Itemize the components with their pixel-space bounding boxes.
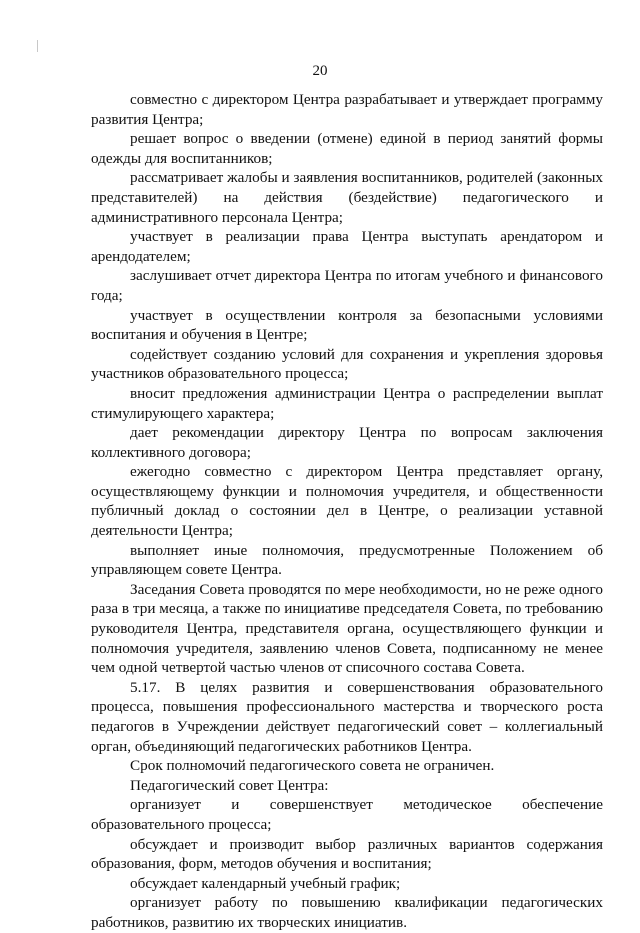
paragraph: Педагогический совет Центра: <box>130 776 329 794</box>
paragraph: организует работу по повышению квалификации педагогических работников, развитию их творческих инициатив. <box>91 894 603 931</box>
paragraph: Заседания Совета проводятся по мере необходимости, но не реже одного раза в три месяца, а также по инициативе председателя Совета, по требованию руководителя Центра, представителя органа, осуществляющего функции и полномочия учредителя, заявлению членов Совета, подписанному не менее чем одной четвертой частью членов от списочного состава Совета. <box>91 580 603 677</box>
paragraph: совместно с директором Центра разрабатывает и утверждает программу развития Центра; <box>91 91 603 128</box>
paragraph: ежегодно совместно с директором Центра представляет органу, осуществляющему функции и полномочия учредителя, и общественности публичный доклад о состоянии дел в Центре, о реализации уставной деятельности Центра; <box>91 463 603 540</box>
paragraph: дает рекомендации директору Центра по вопросам заключения коллективного договора; <box>91 424 603 461</box>
document-body <box>91 90 603 933</box>
paragraph: выполняет иные полномочия, предусмотренные Положением об управляющем совете Центра. <box>91 541 603 579</box>
paragraph: решает вопрос о введении (отмене) единой в период занятий формы одежды для воспитанников; <box>91 130 603 167</box>
paragraph: содействует созданию условий для сохранения и укрепления здоровья участников образовательного процесса; <box>91 345 603 383</box>
paragraph: участвует в осуществлении контроля за безопасными условиями воспитания и обучения в Центре; <box>91 306 603 344</box>
page-number: 20 <box>312 63 328 79</box>
scan-margin-mark <box>37 40 38 52</box>
paragraph: Срок полномочий педагогического совета не ограничен. <box>130 757 495 775</box>
paragraph: вносит предложения администрации Центра о распределении выплат стимулирующего характера; <box>91 384 603 422</box>
paragraph: участвует в реализации права Центра выступать арендатором и арендодателем; <box>91 228 603 265</box>
paragraph: обсуждает календарный учебный график; <box>130 874 401 892</box>
paragraph: рассматривает жалобы и заявления воспитанников, родителей (законных представителей) на действия (бездействие) педагогического и административного персонала Центра; <box>91 169 603 226</box>
paragraph: 5.17. В целях развития и совершенствования образовательного процесса, повышения профессионального мастерства и творческого роста педагогов в Учреждении действует педагогический совет – коллегиальный орган, объединяющий педагогических работников Центра. <box>91 678 603 755</box>
paragraph: заслушивает отчет директора Центра по итогам учебного и финансового года; <box>91 267 603 304</box>
paragraph: обсуждает и производит выбор различных вариантов содержания образования, форм, методов обучения и воспитания; <box>91 835 603 873</box>
paragraph: организует и совершенствует методическое обеспечение образовательного процесса; <box>91 796 603 833</box>
